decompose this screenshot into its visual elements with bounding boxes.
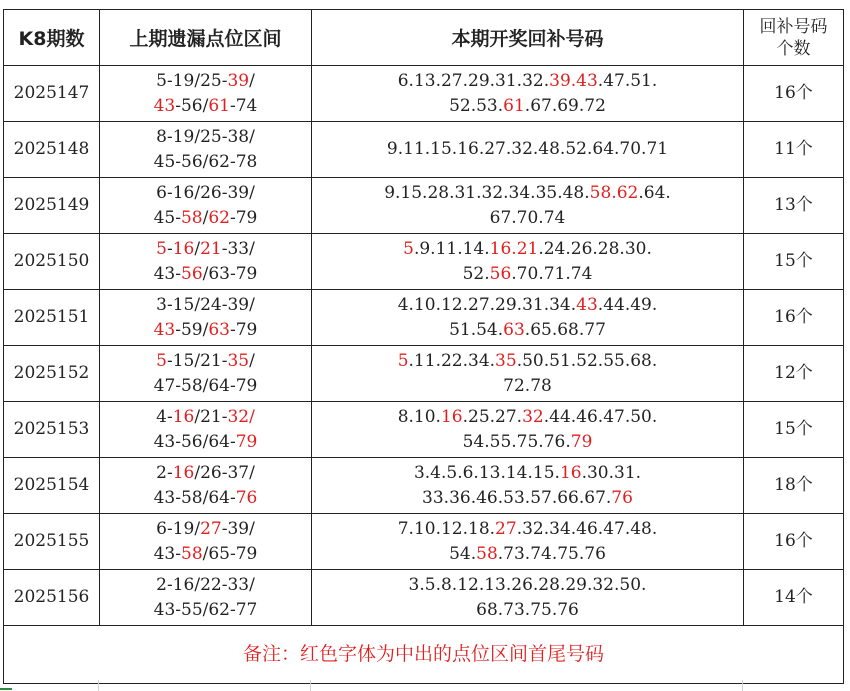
range-cell: [100, 66, 312, 122]
number-text: 43-55/62-77: [153, 599, 258, 620]
number-text: /26-37/: [194, 462, 255, 483]
number-text: 3.5.8.12.13.26.28.29.32.50.: [408, 574, 647, 595]
range-line: [100, 349, 311, 374]
number-text: 51.54.: [449, 319, 504, 340]
table-body: [4, 66, 844, 626]
table-row: [4, 346, 844, 402]
numbers-line: [312, 69, 743, 94]
highlight-number: 58: [180, 207, 203, 228]
issue-cell: 2025152: [4, 346, 100, 402]
number-text: 6-16/26-39/: [156, 182, 255, 203]
range-cell: [100, 122, 312, 178]
highlight-number: 16: [172, 406, 195, 427]
range-line: [100, 318, 311, 343]
number-text: .9.11.14.: [413, 238, 490, 259]
note-text: 备注：红色字体为中出的点位区间首尾号码: [4, 626, 844, 684]
numbers-line: [312, 94, 743, 119]
numbers-cell: [312, 458, 744, 514]
number-text: 33.36.46.53.57.66.67.: [422, 487, 612, 508]
numbers-cell: [312, 570, 744, 626]
number-text: 6.13.27.29.31.32.: [397, 70, 550, 91]
results-table: [3, 9, 844, 684]
range-line: [100, 237, 311, 262]
numbers-line: [312, 206, 743, 231]
table-row: [4, 458, 844, 514]
number-text: 4.10.12.27.29.31.34.: [397, 294, 577, 315]
number-text: .50.51.52.55.68.: [516, 350, 658, 371]
spreadsheet-gridlines: [0, 680, 850, 691]
highlight-number: 56: [489, 263, 512, 284]
numbers-line: [312, 293, 743, 318]
range-line: [100, 598, 311, 623]
count-cell: 16个: [744, 66, 844, 122]
numbers-cell: [312, 122, 744, 178]
number-text: 43-: [153, 543, 181, 564]
numbers-line: [312, 181, 743, 206]
count-cell: 12个: [744, 346, 844, 402]
highlight-number: 39: [227, 70, 250, 91]
range-line: [100, 150, 311, 175]
number-text: 8.10.: [397, 406, 441, 427]
table-row: [4, 234, 844, 290]
table-row: [4, 570, 844, 626]
highlight-number: 5: [403, 238, 414, 259]
range-cell: [100, 178, 312, 234]
number-text: 54.: [449, 543, 477, 564]
table-row: [4, 514, 844, 570]
numbers-line: [312, 349, 743, 374]
highlight-number: 35: [227, 350, 250, 371]
table-row: [4, 178, 844, 234]
highlight-number: 43: [153, 319, 176, 340]
number-text: /63-79: [202, 263, 258, 284]
number-text: /: [249, 70, 255, 91]
number-text: /21-: [194, 406, 228, 427]
issue-cell: 2025151: [4, 290, 100, 346]
range-cell: [100, 346, 312, 402]
note-row: [4, 626, 844, 684]
range-line: [100, 94, 311, 119]
issue-cell: 2025153: [4, 402, 100, 458]
number-text: -39/: [221, 518, 255, 539]
issue-cell: 2025155: [4, 514, 100, 570]
number-text: 43-56/64-: [153, 431, 236, 452]
range-cell: [100, 570, 312, 626]
number-text: -56/: [175, 95, 209, 116]
highlight-number: 32: [522, 406, 544, 427]
range-line: [100, 181, 311, 206]
selection-edge: [0, 688, 12, 690]
count-cell: 13个: [744, 178, 844, 234]
gridline: [742, 680, 743, 691]
number-text: -: [166, 238, 173, 259]
highlight-number: 43: [153, 95, 176, 116]
number-text: .44.46.47.50.: [543, 406, 658, 427]
number-text: 9.11.15.16.27.32.48.52.64.70.71: [386, 139, 669, 159]
numbers-cell: [312, 346, 744, 402]
numbers-line: [312, 430, 743, 455]
header-count-line1: 回补号码: [759, 16, 828, 37]
issue-cell: 2025156: [4, 570, 100, 626]
count-cell: 14个: [744, 570, 844, 626]
number-text: /: [194, 238, 201, 259]
number-text: -33/: [221, 238, 255, 259]
number-text: 2-16/22-33/: [156, 574, 255, 595]
number-text: .47.51.: [597, 70, 658, 91]
range-line: [100, 293, 311, 318]
number-text: 45-: [153, 207, 181, 228]
highlight-number: 16: [172, 462, 195, 483]
number-text: 43-: [153, 263, 181, 284]
number-text: .65.68.77: [524, 319, 606, 340]
count-cell: 18个: [744, 458, 844, 514]
range-line: [100, 573, 311, 598]
numbers-line: [312, 517, 743, 542]
highlight-number: 63: [208, 319, 230, 340]
count-cell: 15个: [744, 402, 844, 458]
range-line: [100, 430, 311, 455]
number-text: 2-: [156, 462, 173, 483]
issue-cell: 2025149: [4, 178, 100, 234]
highlight-number: 39.43: [549, 70, 598, 91]
numbers-cell: [312, 402, 744, 458]
highlight-number: 21: [200, 238, 222, 259]
number-text: 47-58/64-79: [153, 375, 258, 396]
number-text: 45-56/62-78: [153, 151, 258, 172]
range-line: [100, 517, 311, 542]
count-cell: 15个: [744, 234, 844, 290]
number-text: .24.26.28.30.: [538, 238, 652, 259]
number-text: .64.: [638, 182, 671, 203]
range-line: [100, 206, 311, 231]
highlight-number: 35: [495, 350, 517, 371]
highlight-number: 16.21: [489, 238, 539, 259]
number-text: -79: [230, 319, 258, 340]
range-cell: [100, 514, 312, 570]
number-text: -59/: [175, 319, 209, 340]
numbers-line: [312, 598, 743, 623]
number-text: -79: [230, 207, 258, 228]
highlight-number: 16: [172, 238, 195, 259]
highlight-number: 27: [495, 518, 517, 539]
table-row: [4, 66, 844, 122]
header-count: [744, 10, 844, 66]
number-text: -74: [230, 95, 258, 116]
highlight-number: 16: [559, 462, 582, 483]
range-cell: [100, 458, 312, 514]
range-line: [100, 461, 311, 486]
highlight-number: 32/: [227, 406, 255, 427]
table-row: [4, 122, 844, 178]
highlight-number: 16: [440, 406, 463, 427]
number-text: /: [202, 207, 209, 228]
number-text: .73.74.75.76: [497, 543, 606, 564]
number-text: .30.31.: [581, 462, 642, 483]
header-count-line2: 个数: [776, 38, 811, 59]
number-text: .32.34.46.47.48.: [516, 518, 658, 539]
highlight-number: 43: [576, 294, 598, 315]
range-cell: [100, 290, 312, 346]
count-cell: 16个: [744, 514, 844, 570]
number-text: .44.49.: [597, 294, 658, 315]
number-text: .67.69.72: [524, 95, 606, 116]
range-line: [100, 125, 311, 150]
issue-cell: 2025147: [4, 66, 100, 122]
numbers-line: [312, 573, 743, 598]
table-row: [4, 402, 844, 458]
number-text: 68.73.75.76: [476, 599, 579, 620]
issue-cell: 2025150: [4, 234, 100, 290]
numbers-line: [312, 237, 743, 262]
number-text: .11.22.34.: [408, 350, 496, 371]
numbers-cell: [312, 514, 744, 570]
numbers-line: [312, 542, 743, 567]
number-text: -15/21-: [166, 350, 228, 371]
highlight-number: 58.62: [589, 182, 639, 203]
highlight-number: 62: [208, 207, 230, 228]
table-row: [4, 290, 844, 346]
number-text: 8-19/25-38/: [156, 126, 255, 147]
range-line: [100, 486, 311, 511]
highlight-number: 76: [235, 487, 258, 508]
count-cell: 11个: [744, 122, 844, 178]
numbers-cell: [312, 234, 744, 290]
highlight-number: 27: [200, 518, 222, 539]
number-text: 67.70.74: [489, 207, 566, 228]
highlight-number: 56: [181, 263, 203, 284]
numbers-line: [312, 262, 743, 287]
range-cell: [100, 402, 312, 458]
highlight-number: 5: [156, 238, 167, 259]
issue-cell: 2025148: [4, 122, 100, 178]
number-text: 9.15.28.31.32.34.35.48.: [384, 182, 590, 203]
numbers-cell: [312, 290, 744, 346]
numbers-line: [312, 137, 743, 162]
number-text: .25.27.: [462, 406, 523, 427]
highlight-number: 79: [570, 431, 593, 452]
numbers-line: [312, 374, 743, 399]
gridline: [310, 680, 311, 691]
highlight-number: 76: [611, 487, 633, 508]
numbers-line: [312, 486, 743, 511]
count-cell: 16个: [744, 290, 844, 346]
issue-cell: 2025154: [4, 458, 100, 514]
highlight-number: 63: [503, 319, 525, 340]
highlight-number: 58: [476, 543, 498, 564]
highlight-number: 5: [156, 350, 167, 371]
highlight-number: 61: [208, 95, 230, 116]
number-text: /: [249, 350, 255, 371]
number-text: 43-58/64-: [153, 487, 236, 508]
numbers-line: [312, 405, 743, 430]
number-text: 54.55.75.76.: [462, 431, 571, 452]
number-text: 7.10.12.18.: [397, 518, 496, 539]
number-text: 3.4.5.6.13.14.15.: [413, 462, 560, 483]
numbers-line: [312, 461, 743, 486]
number-text: 3-15/24-39/: [156, 294, 255, 315]
range-line: [100, 374, 311, 399]
number-text: /65-79: [202, 543, 258, 564]
number-text: 5-19/25-: [156, 70, 228, 91]
highlight-number: 61: [503, 95, 525, 116]
numbers-cell: [312, 66, 744, 122]
range-line: [100, 405, 311, 430]
header-row: [4, 10, 844, 66]
highlight-number: 79: [235, 431, 258, 452]
header-issue: K8期数: [4, 10, 100, 66]
header-range: 上期遗漏点位区间: [100, 10, 312, 66]
number-text: .70.71.74: [511, 263, 593, 284]
highlight-number: 5: [397, 350, 409, 371]
header-numbers: 本期开奖回补号码: [312, 10, 744, 66]
number-text: 4-: [156, 406, 173, 427]
range-line: [100, 69, 311, 94]
range-cell: [100, 234, 312, 290]
range-line: [100, 542, 311, 567]
numbers-cell: [312, 178, 744, 234]
number-text: 52.53.: [449, 95, 504, 116]
range-line: [100, 262, 311, 287]
gridline: [98, 680, 99, 691]
highlight-number: 58: [181, 543, 203, 564]
number-text: 52.: [462, 263, 490, 284]
numbers-line: [312, 318, 743, 343]
number-text: 72.78: [503, 375, 552, 396]
number-text: 6-19/: [156, 518, 201, 539]
